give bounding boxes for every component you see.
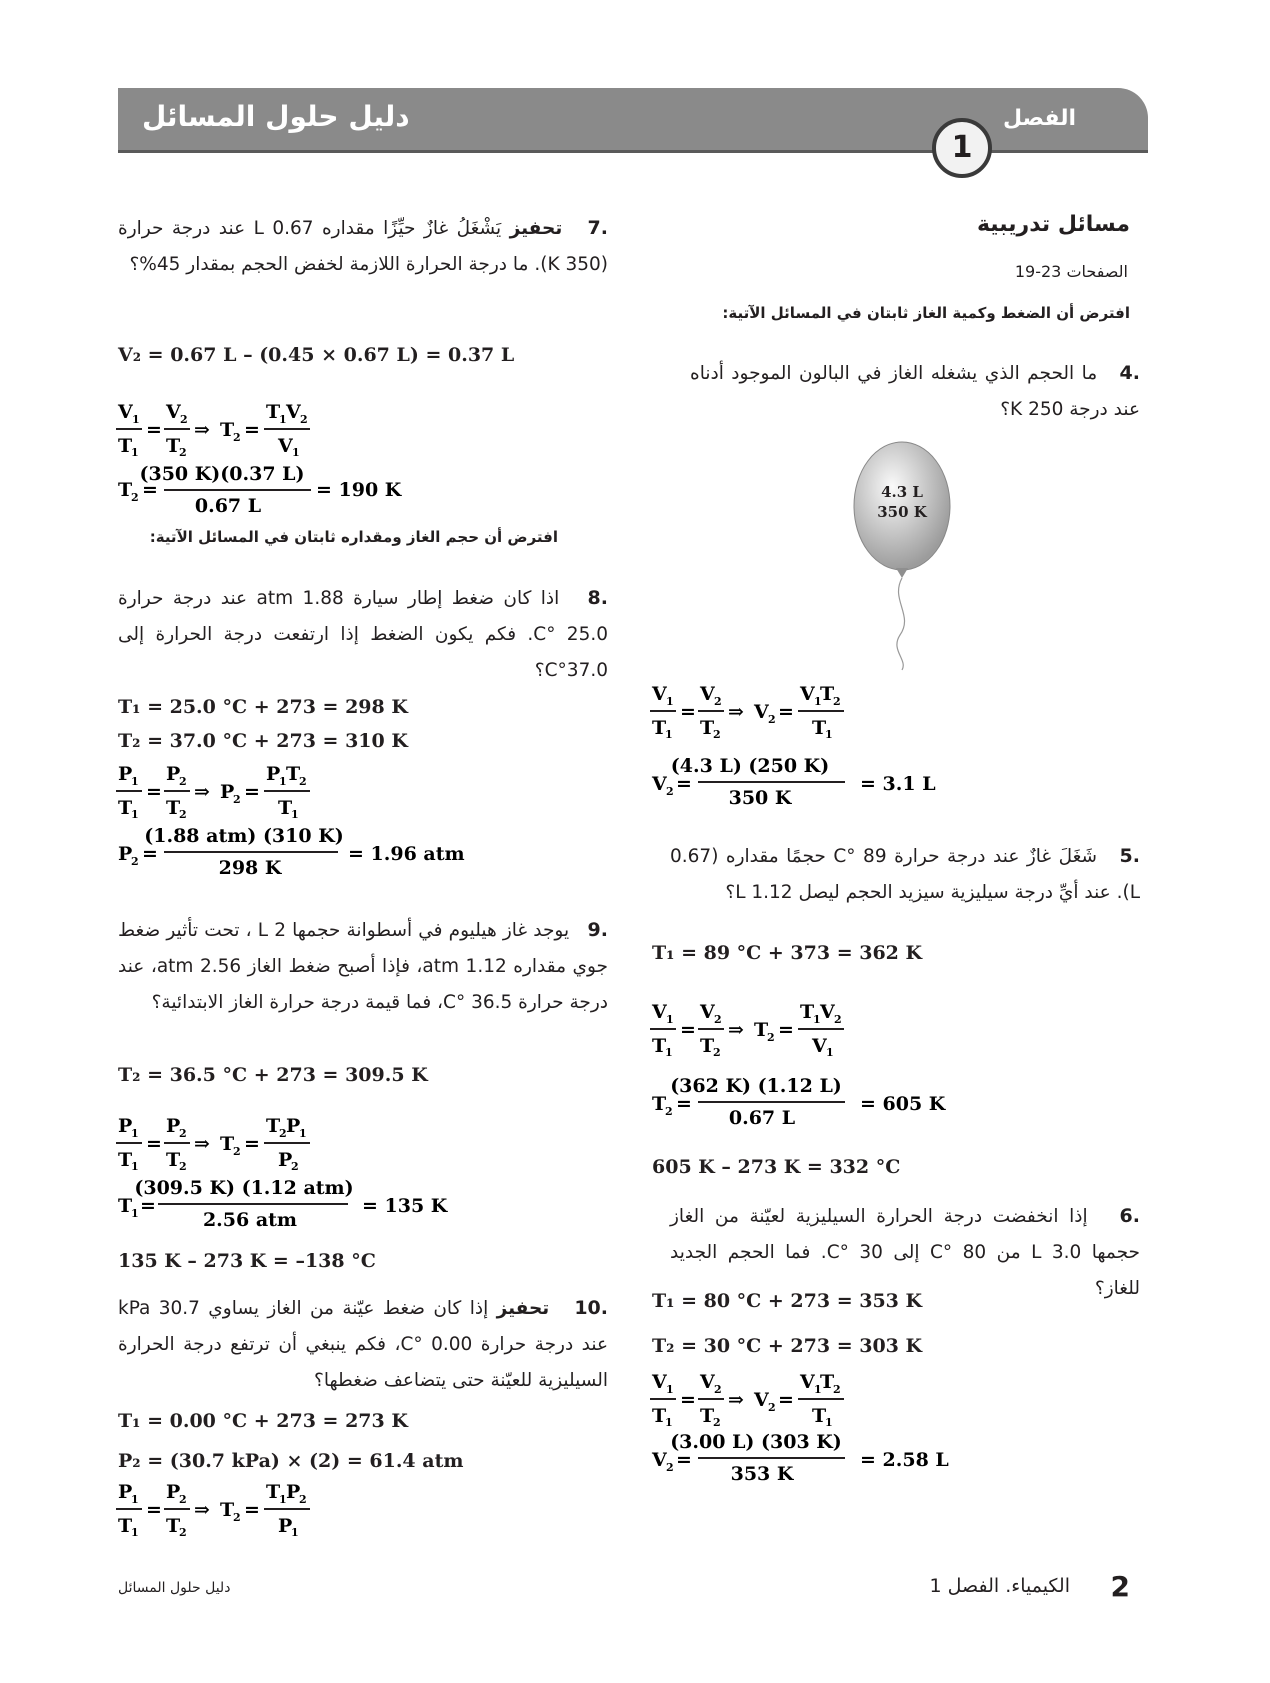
svg-text:2: 2 bbox=[233, 431, 241, 444]
q6-result: = 2.58 L bbox=[860, 1449, 949, 1471]
svg-text:1: 1 bbox=[131, 1160, 139, 1173]
question-text: يوجد غاز هيليوم في أسطوانة حجمها 2 L ، تحت تأثير ضغط جوي مقداره 1.12 atm، فإذا أصبح ضغط الغاز 2.56 atm، عند درجة حرارة 36.5 °C، فما قيمة درجة حرارة الغاز الابتدائية؟ bbox=[118, 920, 608, 1013]
question-text: شَغَلَ غازٌ عند درجة حرارة 89 °C حجمًا مقداره (0.67 L). عند أيِّ درجة سيليزية سيزيد الحجم ليصل 1.12 L؟ bbox=[670, 846, 1140, 903]
q4-denominator: 350 K bbox=[728, 787, 792, 809]
svg-text:V: V bbox=[800, 683, 815, 705]
svg-text:2: 2 bbox=[714, 1013, 722, 1026]
svg-text:P: P bbox=[286, 1481, 301, 1503]
svg-text:1: 1 bbox=[666, 1383, 674, 1396]
svg-text:=: = bbox=[778, 1019, 794, 1041]
q6-charles-formula bbox=[650, 1368, 870, 1428]
q8-denominator: 298 K bbox=[218, 857, 282, 879]
q5-denominator: 0.67 L bbox=[728, 1107, 796, 1129]
svg-text:P: P bbox=[166, 1115, 181, 1137]
svg-text:T: T bbox=[118, 797, 133, 819]
svg-text:T: T bbox=[266, 1481, 281, 1503]
svg-text:P: P bbox=[266, 763, 281, 785]
svg-text:2: 2 bbox=[233, 1511, 241, 1524]
svg-text:1: 1 bbox=[666, 695, 674, 708]
svg-text:2: 2 bbox=[179, 775, 187, 788]
svg-text:V: V bbox=[166, 401, 181, 423]
svg-text:1: 1 bbox=[826, 1046, 834, 1059]
chapter-number-badge: 1 bbox=[932, 118, 992, 178]
svg-text:T: T bbox=[652, 1093, 667, 1115]
svg-text:=: = bbox=[778, 1389, 794, 1411]
svg-text:V: V bbox=[652, 773, 667, 795]
question-number: .5 bbox=[1119, 845, 1140, 867]
svg-text:⇒: ⇒ bbox=[194, 781, 210, 803]
svg-text:2: 2 bbox=[180, 413, 188, 426]
svg-text:1: 1 bbox=[131, 1127, 139, 1140]
q7-numerator: (350 K)(0.37 L) bbox=[139, 463, 305, 485]
svg-text:⇒: ⇒ bbox=[194, 1499, 210, 1521]
svg-text:T: T bbox=[118, 1195, 133, 1217]
svg-text:2: 2 bbox=[299, 775, 307, 788]
svg-text:1: 1 bbox=[666, 1013, 674, 1026]
svg-text:=: = bbox=[244, 781, 260, 803]
question-number: .6 bbox=[1119, 1205, 1140, 1227]
q4-result: = 3.1 L bbox=[860, 773, 936, 795]
svg-text:V: V bbox=[700, 1371, 715, 1393]
svg-text:2: 2 bbox=[233, 793, 241, 806]
svg-text:2: 2 bbox=[768, 1401, 776, 1414]
q6-solution bbox=[650, 1428, 949, 1486]
question-9 bbox=[118, 912, 608, 1021]
header-title: دليل حلول المسائل bbox=[142, 100, 410, 133]
svg-text:2: 2 bbox=[179, 1160, 187, 1173]
svg-text:=: = bbox=[146, 1133, 162, 1155]
question-text: إذا انخفضت درجة الحرارة السيليزية لعيّنة من الغاز حجمها 3.0 L من 80 °C إلى 30 °C. فما الحجم الجديد للغاز؟ bbox=[670, 1206, 1140, 1299]
svg-text:P: P bbox=[278, 1515, 293, 1537]
svg-text:T: T bbox=[118, 1515, 133, 1537]
svg-text:V: V bbox=[652, 1371, 667, 1393]
svg-text:T: T bbox=[220, 1133, 235, 1155]
svg-text:=: = bbox=[146, 1499, 162, 1521]
q9-solution bbox=[116, 1176, 476, 1234]
q9-denominator: 2.56 atm bbox=[202, 1209, 298, 1231]
svg-text:=: = bbox=[676, 1093, 692, 1115]
svg-text:2: 2 bbox=[834, 1013, 842, 1026]
q7-denominator: 0.67 L bbox=[194, 495, 262, 517]
q6-numerator: (3.00 L) (303 K) bbox=[670, 1431, 842, 1453]
svg-text:V: V bbox=[820, 1001, 835, 1023]
svg-text:P: P bbox=[166, 1481, 181, 1503]
q9-step3: 135 K – 273 K = –138 °C bbox=[118, 1250, 376, 1272]
svg-text:2: 2 bbox=[713, 728, 721, 741]
svg-text:2: 2 bbox=[179, 1493, 187, 1506]
q9-step1: T₂ = 36.5 °C + 273 = 309.5 K bbox=[118, 1064, 428, 1086]
q10-step1: T₁ = 0.00 °C + 273 = 273 K bbox=[118, 1410, 408, 1432]
svg-text:T: T bbox=[652, 1035, 667, 1057]
svg-text:1: 1 bbox=[292, 446, 300, 459]
svg-text:⇒: ⇒ bbox=[728, 1019, 744, 1041]
svg-text:V: V bbox=[700, 683, 715, 705]
svg-text:T: T bbox=[800, 1001, 815, 1023]
svg-text:T: T bbox=[118, 1149, 133, 1171]
svg-text:2: 2 bbox=[714, 695, 722, 708]
svg-text:2: 2 bbox=[666, 1461, 674, 1474]
balloon-temp: 350 K bbox=[877, 503, 927, 521]
question-text: إذا كان ضغط عيّنة من الغاز يساوي 30.7 kPa عند درجة حرارة 0.00 °C، فكم ينبغي أن ترتفع درجة الحرارة السيليزية للعيّنة حتى يتضاعف ضغطها؟ bbox=[118, 1298, 608, 1391]
q5-numerator: (362 K) (1.12 L) bbox=[670, 1075, 842, 1097]
svg-text:=: = bbox=[142, 479, 158, 501]
svg-text:2: 2 bbox=[665, 1105, 673, 1118]
page-number: 2 bbox=[1110, 1570, 1130, 1603]
svg-text:=: = bbox=[680, 1389, 696, 1411]
svg-text:1: 1 bbox=[291, 1526, 299, 1539]
svg-text:⇒: ⇒ bbox=[194, 1133, 210, 1155]
challenge-label: تحفيز bbox=[509, 218, 563, 239]
svg-text:⇒: ⇒ bbox=[194, 419, 210, 441]
q7-step1: V₂ = 0.67 L – (0.45 × 0.67 L) = 0.37 L bbox=[118, 344, 515, 366]
svg-text:1: 1 bbox=[665, 1046, 673, 1059]
challenge-label: تحفيز bbox=[496, 1298, 550, 1319]
question-text: ما الحجم الذي يشغله الغاز في البالون الموجود أدناه عند درجة 250 K؟ bbox=[690, 363, 1140, 420]
svg-text:T: T bbox=[700, 1405, 715, 1427]
q6-step2: T₂ = 30 °C + 273 = 303 K bbox=[652, 1335, 923, 1357]
q5-step3: 605 K – 273 K = 332 °C bbox=[652, 1156, 901, 1178]
svg-text:T: T bbox=[820, 1371, 835, 1393]
q8-numerator: (1.88 atm) (310 K) bbox=[144, 825, 344, 847]
svg-text:2: 2 bbox=[833, 695, 841, 708]
svg-text:V: V bbox=[278, 435, 293, 457]
svg-text:1: 1 bbox=[279, 413, 287, 426]
svg-text:V: V bbox=[118, 401, 133, 423]
svg-text:=: = bbox=[146, 781, 162, 803]
q10-gaylussac-formula bbox=[116, 1478, 336, 1538]
svg-text:⇒: ⇒ bbox=[728, 1389, 744, 1411]
svg-text:T: T bbox=[266, 1115, 281, 1137]
assumption-note: افترض أن الضغط وكمية الغاز ثابتان في المسائل الآتية: bbox=[722, 304, 1130, 322]
svg-text:1: 1 bbox=[825, 728, 833, 741]
svg-text:T: T bbox=[166, 1515, 181, 1537]
footer-guide: دليل حلول المسائل bbox=[118, 1580, 231, 1596]
svg-text:2: 2 bbox=[179, 1127, 187, 1140]
svg-text:T: T bbox=[220, 1499, 235, 1521]
svg-text:=: = bbox=[140, 1195, 156, 1217]
svg-text:=: = bbox=[778, 701, 794, 723]
svg-text:V: V bbox=[652, 1449, 667, 1471]
svg-text:T: T bbox=[220, 419, 235, 441]
svg-text:T: T bbox=[166, 797, 181, 819]
q4-solution bbox=[650, 752, 940, 810]
svg-text:T: T bbox=[166, 435, 181, 457]
q9-gaylussac-formula bbox=[116, 1112, 336, 1172]
svg-text:=: = bbox=[680, 1019, 696, 1041]
svg-text:=: = bbox=[680, 701, 696, 723]
svg-text:T: T bbox=[286, 763, 301, 785]
question-4 bbox=[690, 355, 1140, 428]
question-text: اذا كان ضغط إطار سيارة 1.88 atm عند درجة حرارة 25.0 °C. فكم يكون الضغط إذا ارتفعت درجة الحرارة إلى 37.0°C؟ bbox=[118, 588, 608, 681]
q8-step2: T₂ = 37.0 °C + 273 = 310 K bbox=[118, 730, 408, 752]
svg-text:P: P bbox=[118, 763, 133, 785]
svg-text:T: T bbox=[700, 1035, 715, 1057]
svg-text:1: 1 bbox=[299, 1127, 307, 1140]
svg-text:1: 1 bbox=[279, 775, 287, 788]
chapter-label: الفصل bbox=[1003, 106, 1076, 131]
svg-text:1: 1 bbox=[131, 1526, 139, 1539]
svg-text:=: = bbox=[676, 1449, 692, 1471]
svg-text:2: 2 bbox=[300, 413, 308, 426]
footer-book: الكيمياء. الفصل 1 bbox=[929, 1575, 1070, 1597]
svg-text:P: P bbox=[166, 763, 181, 785]
svg-text:P: P bbox=[278, 1149, 293, 1171]
svg-text:1: 1 bbox=[291, 808, 299, 821]
svg-text:1: 1 bbox=[825, 1416, 833, 1429]
svg-text:2: 2 bbox=[833, 1383, 841, 1396]
svg-text:2: 2 bbox=[179, 1526, 187, 1539]
question-8 bbox=[118, 580, 608, 689]
svg-text:1: 1 bbox=[131, 1493, 139, 1506]
q5-solution bbox=[650, 1072, 946, 1130]
q8-gaylussac-formula bbox=[116, 760, 336, 820]
q4-numerator: (4.3 L) (250 K) bbox=[670, 755, 830, 777]
svg-text:=: = bbox=[142, 843, 158, 865]
svg-text:V: V bbox=[286, 401, 301, 423]
q7-charles-formula bbox=[116, 398, 336, 458]
svg-text:T: T bbox=[652, 717, 667, 739]
svg-text:2: 2 bbox=[666, 785, 674, 798]
assumption-note-2: افترض أن حجم الغاز ومقداره ثابتان في المسائل الآتية: bbox=[149, 528, 558, 546]
svg-text:P: P bbox=[118, 1115, 133, 1137]
chapter-header-bar bbox=[118, 88, 1148, 150]
svg-text:2: 2 bbox=[768, 713, 776, 726]
svg-text:2: 2 bbox=[299, 1493, 307, 1506]
question-number: .4 bbox=[1119, 362, 1140, 384]
question-number: .10 bbox=[574, 1297, 608, 1319]
svg-text:2: 2 bbox=[291, 1160, 299, 1173]
svg-text:T: T bbox=[118, 435, 133, 457]
svg-text:=: = bbox=[146, 419, 162, 441]
question-10 bbox=[118, 1290, 608, 1399]
svg-text:1: 1 bbox=[132, 413, 140, 426]
svg-text:V: V bbox=[652, 1001, 667, 1023]
svg-text:1: 1 bbox=[813, 1013, 821, 1026]
q8-step1: T₁ = 25.0 °C + 273 = 298 K bbox=[118, 696, 408, 718]
svg-text:=: = bbox=[244, 419, 260, 441]
q7-solution bbox=[116, 462, 406, 520]
svg-text:V: V bbox=[754, 1389, 769, 1411]
svg-text:T: T bbox=[754, 1019, 769, 1041]
svg-text:1: 1 bbox=[131, 808, 139, 821]
svg-text:V: V bbox=[812, 1035, 827, 1057]
svg-text:2: 2 bbox=[179, 808, 187, 821]
svg-text:T: T bbox=[812, 717, 827, 739]
svg-text:1: 1 bbox=[131, 1207, 139, 1220]
q6-step1: T₁ = 80 °C + 273 = 353 K bbox=[652, 1290, 923, 1312]
svg-text:2: 2 bbox=[767, 1031, 775, 1044]
svg-text:=: = bbox=[244, 1499, 260, 1521]
svg-text:⇒: ⇒ bbox=[728, 701, 744, 723]
svg-text:V: V bbox=[800, 1371, 815, 1393]
q7-result: = 190 K bbox=[316, 479, 402, 501]
svg-text:1: 1 bbox=[131, 446, 139, 459]
svg-text:P: P bbox=[118, 1481, 133, 1503]
svg-text:1: 1 bbox=[131, 775, 139, 788]
svg-text:2: 2 bbox=[714, 1383, 722, 1396]
q5-step1: T₁ = 89 °C + 373 = 362 K bbox=[652, 942, 923, 964]
question-number: .9 bbox=[587, 919, 608, 941]
section-heading: مسائل تدريبية bbox=[976, 212, 1130, 237]
q8-solution bbox=[116, 824, 476, 882]
svg-text:2: 2 bbox=[279, 1127, 287, 1140]
question-5 bbox=[670, 838, 1140, 911]
q5-result: = 605 K bbox=[860, 1093, 946, 1115]
svg-text:1: 1 bbox=[665, 728, 673, 741]
svg-text:T: T bbox=[266, 401, 281, 423]
svg-text:1: 1 bbox=[814, 1383, 822, 1396]
svg-text:2: 2 bbox=[713, 1416, 721, 1429]
question-number: .7 bbox=[587, 217, 608, 239]
svg-text:2: 2 bbox=[131, 855, 139, 868]
svg-text:T: T bbox=[812, 1405, 827, 1427]
svg-text:T: T bbox=[118, 479, 133, 501]
svg-text:T: T bbox=[820, 683, 835, 705]
balloon-volume: 4.3 L bbox=[881, 483, 923, 501]
svg-text:=: = bbox=[676, 773, 692, 795]
q5-charles-formula bbox=[650, 998, 870, 1058]
svg-text:T: T bbox=[652, 1405, 667, 1427]
question-7 bbox=[118, 210, 608, 283]
svg-text:1: 1 bbox=[279, 1493, 287, 1506]
svg-text:P: P bbox=[118, 843, 133, 865]
svg-text:T: T bbox=[278, 797, 293, 819]
svg-text:1: 1 bbox=[814, 695, 822, 708]
q6-denominator: 353 K bbox=[730, 1463, 794, 1485]
svg-text:T: T bbox=[700, 717, 715, 739]
svg-text:2: 2 bbox=[713, 1046, 721, 1059]
svg-text:2: 2 bbox=[179, 446, 187, 459]
svg-text:T: T bbox=[166, 1149, 181, 1171]
q8-result: = 1.96 atm bbox=[348, 843, 465, 865]
svg-text:P: P bbox=[286, 1115, 301, 1137]
pages-range: الصفحات 23-19 bbox=[1014, 262, 1128, 281]
svg-text:1: 1 bbox=[665, 1416, 673, 1429]
svg-text:2: 2 bbox=[131, 491, 139, 504]
svg-text:P: P bbox=[220, 781, 235, 803]
q9-numerator: (309.5 K) (1.12 atm) bbox=[134, 1177, 354, 1199]
question-number: .8 bbox=[587, 587, 608, 609]
svg-text:V: V bbox=[754, 701, 769, 723]
q4-charles-formula bbox=[650, 680, 870, 740]
q10-step2: P₂ = (30.7 kPa) × (2) = 61.4 atm bbox=[118, 1450, 464, 1472]
svg-text:=: = bbox=[244, 1133, 260, 1155]
balloon-figure bbox=[840, 440, 970, 670]
svg-text:V: V bbox=[700, 1001, 715, 1023]
q9-result: = 135 K bbox=[362, 1195, 448, 1217]
svg-text:2: 2 bbox=[233, 1145, 241, 1158]
question-text: يَشْغَلُ غازٌ حيِّزًا مقداره 0.67 L عند درجة حرارة (350 K). ما درجة الحرارة اللازمة لخفض الحجم بمقدار 45%؟ bbox=[118, 218, 608, 275]
svg-text:V: V bbox=[652, 683, 667, 705]
